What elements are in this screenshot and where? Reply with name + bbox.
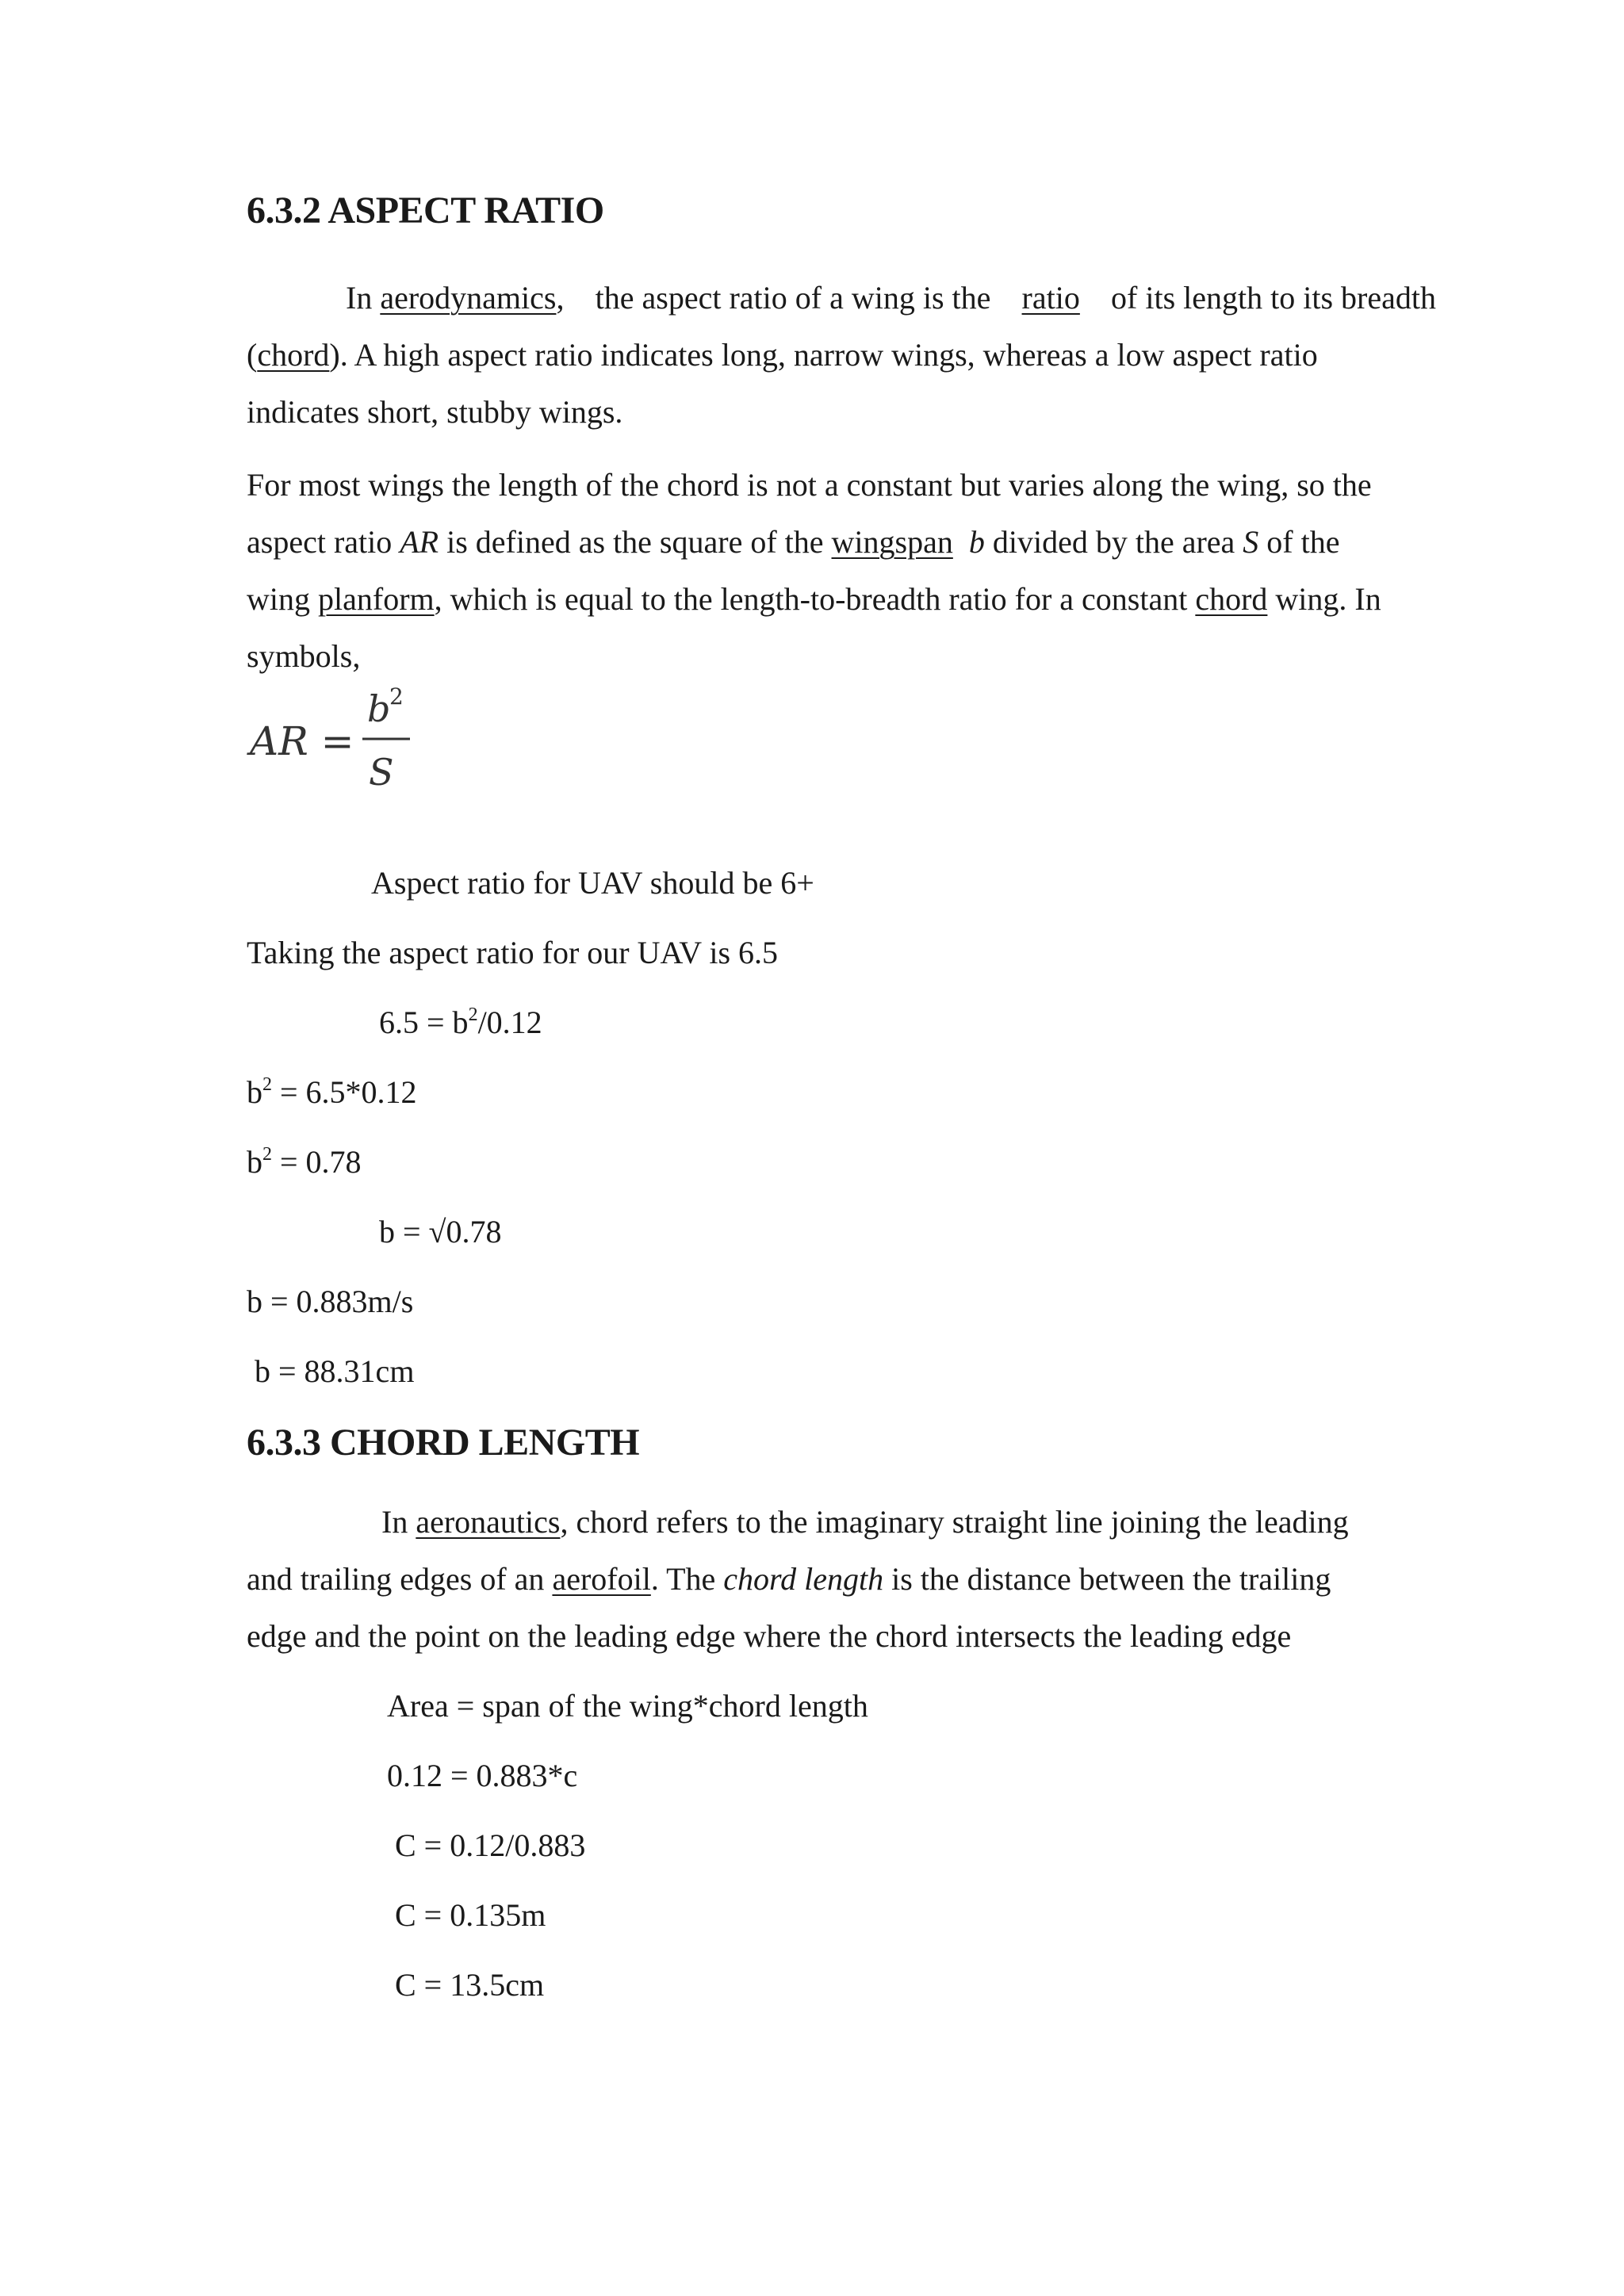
link-aerofoil[interactable]: aerofoil	[552, 1561, 651, 1597]
link-chord[interactable]: chord	[257, 337, 330, 373]
formula-lhs: AR =	[250, 718, 354, 764]
calc-line: C = 0.135m	[395, 1897, 546, 1933]
calc-line: Taking the aspect ratio for our UAV is 6.5	[247, 935, 779, 970]
paragraph-line: and trailing edges of an aerofoil. The chord length is the distance between the trailing	[247, 1561, 1331, 1597]
formula-numerator-exponent: 2	[389, 683, 404, 710]
paragraph-line: In aerodynamics, the aspect ratio of a wing is the ratio of its length to its breadth	[247, 270, 1436, 327]
paragraph-line: wing planform, which is equal to the length-to-breadth ratio for a constant chord wing. In	[247, 581, 1381, 617]
calc-line: $6.5 = b^2/0.12$	[379, 1004, 542, 1040]
paragraph-line: symbols,	[247, 638, 361, 674]
paragraph-aspect-intro	[247, 270, 1436, 441]
link-planform[interactable]: planform	[318, 581, 435, 617]
calc-line: C = 13.5cm	[395, 1967, 545, 2003]
link-ratio[interactable]: ratio	[1021, 280, 1080, 316]
formula-denominator: S	[369, 751, 394, 794]
paragraph-chord-definition	[247, 1494, 1436, 1665]
link-chord-2[interactable]: chord	[1195, 581, 1268, 617]
link-aerodynamics[interactable]: aerodynamics	[380, 280, 557, 316]
paragraph-line: (chord). A high aspect ratio indicates long, narrow wings, whereas a low aspect ratio	[247, 337, 1318, 373]
link-aeronautics[interactable]: aeronautics	[416, 1504, 561, 1540]
paragraph-line: aspect ratio AR is defined as the square of the wingspan b divided by the area S of the	[247, 524, 1340, 560]
section-heading-chord-length: 6.3.3 CHORD LENGTH	[247, 1422, 640, 1464]
link-wingspan[interactable]: wingspan	[831, 524, 953, 560]
calc-line: $b^2 = 6.5*0.12$	[247, 1074, 417, 1110]
calc-line: C = 0.12/0.883	[395, 1827, 586, 1863]
aspect-ratio-formula	[247, 683, 437, 802]
calc-line: b = 88.31cm	[255, 1353, 415, 1389]
calc-line: b = 0.883m/s	[247, 1284, 414, 1319]
paragraph-line: edge and the point on the leading edge where the chord intersects the leading edge	[247, 1618, 1292, 1654]
calc-line: 0.12 = 0.883*c	[387, 1758, 578, 1793]
calc-line: Aspect ratio for UAV should be 6+	[371, 865, 814, 901]
calc-line: $b^2 = 0.78$	[247, 1144, 362, 1180]
paragraph-line: indicates short, stubby wings.	[247, 394, 623, 430]
formula-numerator: b	[367, 687, 391, 730]
paragraph-aspect-definition	[247, 457, 1436, 685]
calc-line: b = √0.78	[379, 1214, 502, 1249]
paragraph-line: In aeronautics, chord refers to the imaginary straight line joining the leading	[381, 1504, 1349, 1540]
paragraph-line: For most wings the length of the chord is not a constant but varies along the wing, so the	[247, 467, 1372, 503]
calc-line: Area = span of the wing*chord length	[387, 1688, 868, 1724]
section-heading-aspect-ratio: 6.3.2 ASPECT RATIO	[247, 189, 604, 232]
